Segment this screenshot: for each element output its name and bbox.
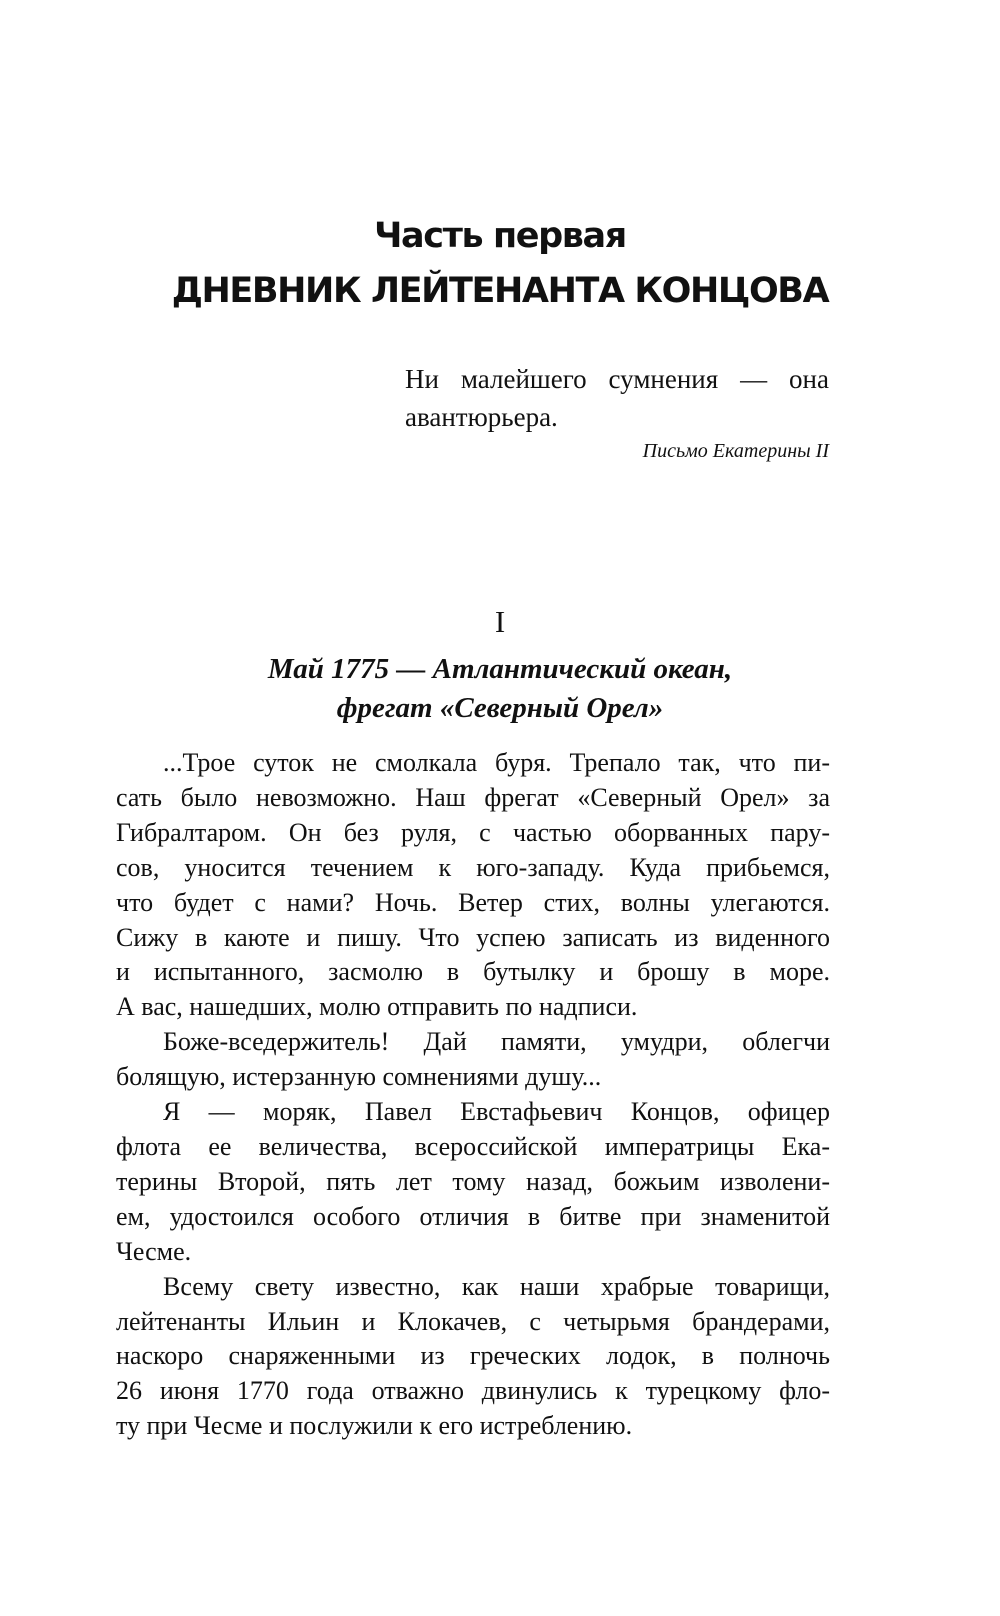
text-line: Боже-вседержитель! Дай памяти, умудри, облегчи <box>163 1027 830 1057</box>
text-line: что будет с нами? Ночь. Ветер стих, волны улегаются. <box>116 887 830 917</box>
body-text <box>116 746 830 1444</box>
epigraph-source: Письмо Екатерины II <box>642 440 829 462</box>
chapter-subtitle-line: фрегат «Северный Орел» <box>336 692 664 724</box>
text-line: болящую, истерзанную сомнениями душу... <box>116 1062 602 1092</box>
text-line: 26 июня 1770 года отважно двинулись к турецкому фло- <box>116 1376 830 1406</box>
text-line: Гибралтаром. Он без руля, с частью оборванных пару- <box>116 817 830 847</box>
paragraph <box>116 1095 830 1270</box>
chapter-number: I <box>494 604 506 639</box>
text-line: флота ее величества, всероссийской императрицы Ека- <box>116 1131 830 1161</box>
text-line: наскоро снаряженными из греческих лодок, в полночь <box>116 1341 830 1371</box>
text-line: Чесме. <box>116 1236 192 1266</box>
part-label: Часть первая <box>374 216 626 256</box>
epigraph-line: Ни малейшего сумнения — она <box>405 364 829 394</box>
text-line: А вас, нашедших, молю отправить по надписи. <box>116 992 638 1022</box>
epigraph-text <box>405 360 829 436</box>
text-line: ту при Чесме и послужили к его истреблению. <box>116 1411 633 1441</box>
part-title: ДНЕВНИК ЛЕЙТЕНАНТА КОНЦОВА <box>171 271 829 311</box>
paragraph <box>116 1025 830 1095</box>
text-line: сов, уносится течением к юго-западу. Куда прибьемся, <box>116 852 830 882</box>
text-line: и испытанного, засмолю в бутылку и брошу в море. <box>116 957 830 987</box>
text-line: Всему свету известно, как наши храбрые товарищи, <box>163 1271 830 1301</box>
text-line: сать было невозможно. Наш фрегат «Северный Орел» за <box>116 782 830 812</box>
text-line: ...Трое суток не смолкала буря. Трепало так, что пи- <box>163 748 830 777</box>
paragraph <box>116 746 830 1025</box>
paragraph <box>116 1270 830 1445</box>
text-line: Я — моряк, Павел Евстафьевич Концов, офицер <box>163 1097 830 1127</box>
epigraph-line: авантюрьера. <box>405 402 558 432</box>
chapter-subtitle <box>0 650 1000 728</box>
text-line: ем, удостоился особого отличия в битве при знаменитой <box>116 1201 830 1231</box>
text-line: лейтенанты Ильин и Клокачев, с четырьмя брандерами, <box>116 1306 830 1336</box>
epigraph <box>405 360 829 463</box>
text-line: терины Второй, пять лет тому назад, божьим изволени- <box>116 1166 830 1196</box>
text-line: Сижу в каюте и пишу. Что успею записать из виденного <box>116 922 830 952</box>
chapter-subtitle-line: Май 1775 — Атлантический океан, <box>267 653 733 685</box>
